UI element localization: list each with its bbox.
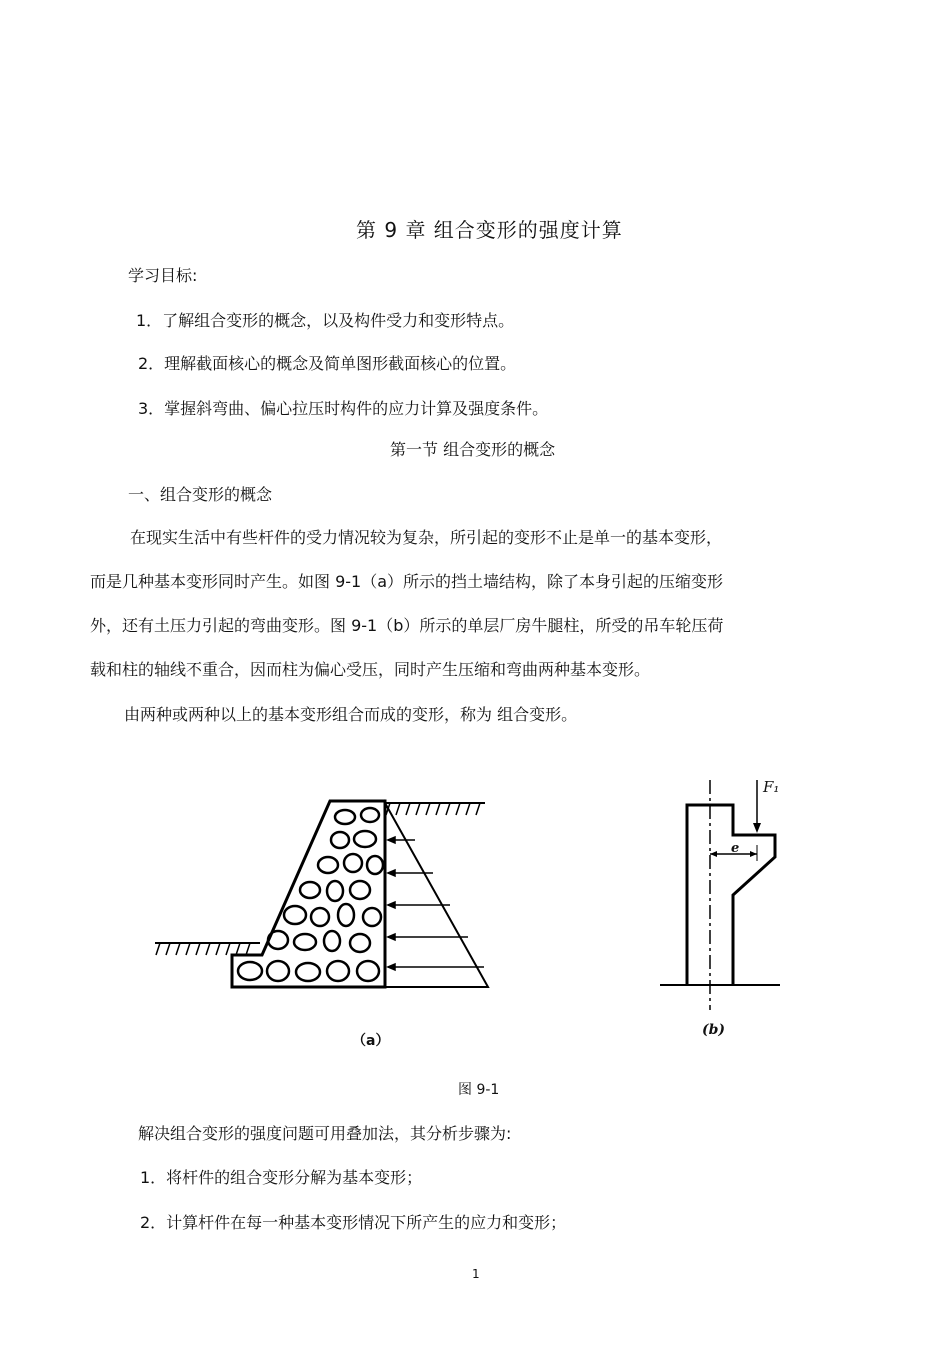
objective-item: 2．理解截面核心的概念及简单图形截面核心的位置。 — [138, 354, 517, 373]
objective-item: 3．掌握斜弯曲、偏心拉压时构件的应力计算及强度条件。 — [138, 399, 549, 418]
force-label: F₁ — [763, 778, 780, 796]
retaining-wall-diagram — [150, 795, 490, 995]
section-title: 第一节 组合变形的概念 — [390, 440, 556, 459]
step-item: 2．计算杆件在每一种基本变形情况下所产生的应力和变形； — [140, 1213, 567, 1232]
paragraph-line: 在现实生活中有些杆件的受力情况较为复杂，所引起的变形不止是单一的基本变形， — [130, 528, 723, 547]
step-item: 1．将杆件的组合变形分解为基本变形； — [140, 1168, 423, 1187]
corbel-column-diagram — [655, 775, 795, 1015]
figure-b-label: (b) — [702, 1022, 726, 1038]
paragraph-line: 外，还有土压力引起的弯曲变形。图 9-1（b）所示的单层厂房牛腿柱，所受的吊车轮压荷 — [90, 616, 724, 635]
figure-a-label: （a） — [352, 1033, 390, 1049]
objectives-label: 学习目标: — [128, 266, 198, 285]
objective-item: 1．了解组合变形的概念，以及构件受力和变形特点。 — [136, 311, 515, 330]
figure-caption: 图 9-1 — [458, 1082, 500, 1098]
paragraph-line: 而是几种基本变形同时产生。如图 9-1（a）所示的挡土墙结构，除了本身引起的压缩变形 — [90, 572, 724, 591]
definition-line: 由两种或两种以上的基本变形组合而成的变形，称为 组合变形。 — [124, 705, 578, 724]
page-number: 1 — [472, 1267, 480, 1281]
eccentricity-label: e — [731, 841, 740, 856]
paragraph-line: 载和柱的轴线不重合，因而柱为偏心受压，同时产生压缩和弯曲两种基本变形。 — [90, 660, 651, 679]
chapter-title: 第 9 章 组合变形的强度计算 — [356, 218, 623, 242]
method-intro: 解决组合变形的强度问题可用叠加法，其分析步骤为: — [138, 1124, 512, 1143]
subsection-title: 一、组合变形的概念 — [128, 485, 273, 504]
